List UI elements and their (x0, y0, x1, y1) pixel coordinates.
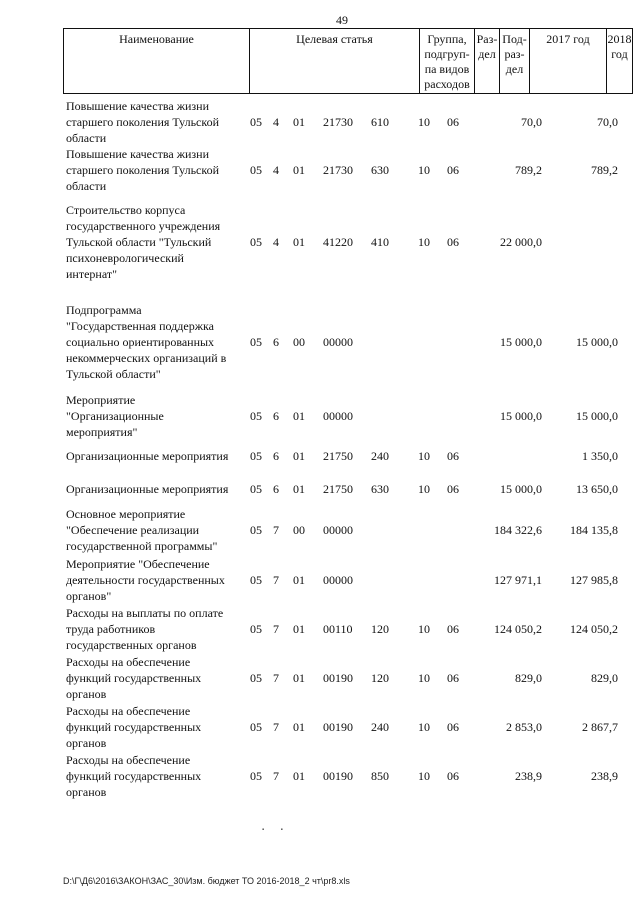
row-name-line: Тульской области "Тульский (66, 235, 212, 249)
target-program: 05 (250, 482, 262, 496)
section-code: 10 (418, 622, 430, 636)
target-program: 05 (250, 409, 262, 423)
target-event: 01 (293, 769, 305, 783)
row-name-line: Подпрограмма (66, 303, 142, 317)
subsection-code: 06 (447, 769, 459, 783)
header-2017: 2017 год (530, 29, 607, 93)
target-direction: 21730 (323, 163, 353, 177)
section-code: 10 (418, 115, 430, 129)
section-code: 10 (418, 449, 430, 463)
target-direction: 41220 (323, 235, 353, 249)
row-name-line: функций государственных (66, 671, 202, 685)
target-direction: 00190 (323, 720, 353, 734)
subsection-code: 06 (447, 449, 459, 463)
row-name-line: мероприятия" (66, 425, 138, 439)
header-group: Группа, подгруп- па видов расходов (420, 29, 475, 93)
amount-2017: 15 000,0 (500, 409, 542, 423)
amount-2018: 70,0 (597, 115, 618, 129)
target-direction: 21750 (323, 482, 353, 496)
target-event: 01 (293, 115, 305, 129)
row-name-line: Расходы на обеспечение (66, 655, 191, 669)
row-name (66, 481, 246, 497)
target-program: 05 (250, 720, 262, 734)
amount-2018: 127 985,8 (570, 573, 618, 587)
row-name-line: Строительство корпуса (66, 203, 186, 217)
amount-2018: 789,2 (591, 163, 618, 177)
subsection-code: 06 (447, 720, 459, 734)
row-name-line: органов (66, 687, 107, 701)
table-header (63, 28, 633, 94)
amount-2017: 238,9 (515, 769, 542, 783)
section-code: 10 (418, 235, 430, 249)
target-event: 00 (293, 523, 305, 537)
amount-2018: 238,9 (591, 769, 618, 783)
target-program: 05 (250, 235, 262, 249)
row-name-line: Повышение качества жизни (66, 147, 209, 161)
target-direction: 21750 (323, 449, 353, 463)
row-name (66, 703, 246, 751)
target-subprogram: 4 (273, 163, 279, 177)
row-name-line: Организационные мероприятия (66, 482, 229, 496)
section-code: 10 (418, 163, 430, 177)
target-event: 01 (293, 720, 305, 734)
header-2018: 2018 год (607, 32, 632, 61)
row-name (66, 98, 246, 146)
row-name-line: государственного учреждения (66, 219, 221, 233)
section-code: 10 (418, 482, 430, 496)
section-code: 10 (418, 720, 430, 734)
subsection-code: 06 (447, 115, 459, 129)
row-name-line: Основное мероприятие (66, 507, 186, 521)
subsection-code: 06 (447, 622, 459, 636)
row-name-line: области (66, 131, 107, 145)
section-code: 10 (418, 671, 430, 685)
target-direction: 00110 (323, 622, 353, 636)
expense-group: 630 (371, 482, 389, 496)
target-event: 01 (293, 573, 305, 587)
row-name-line: интернат" (66, 267, 117, 281)
row-name-line: психоневрологический (66, 251, 184, 265)
row-name-line: "Государственная поддержка (66, 319, 214, 333)
subsection-code: 06 (447, 482, 459, 496)
target-program: 05 (250, 115, 262, 129)
target-direction: 00000 (323, 335, 353, 349)
row-name-line: некоммерческих организаций в (66, 351, 227, 365)
amount-2018: 15 000,0 (576, 335, 618, 349)
header-section: Раз- дел (475, 29, 500, 93)
target-subprogram: 6 (273, 449, 279, 463)
row-name-line: Мероприятие (66, 393, 136, 407)
target-subprogram: 7 (273, 523, 279, 537)
amount-2018: 829,0 (591, 671, 618, 685)
amount-2017: 15 000,0 (500, 482, 542, 496)
amount-2018: 15 000,0 (576, 409, 618, 423)
target-event: 00 (293, 335, 305, 349)
target-program: 05 (250, 335, 262, 349)
target-direction: 00190 (323, 769, 353, 783)
target-program: 05 (250, 622, 262, 636)
row-name-line: Организационные мероприятия (66, 449, 229, 463)
amount-2018: 184 135,8 (570, 523, 618, 537)
target-event: 01 (293, 235, 305, 249)
expense-group: 410 (371, 235, 389, 249)
row-name-line: "Организационные (66, 409, 164, 423)
target-subprogram: 4 (273, 115, 279, 129)
row-name-line: Расходы на выплаты по оплате (66, 606, 224, 620)
expense-group: 630 (371, 163, 389, 177)
amount-2017: 789,2 (515, 163, 542, 177)
target-program: 05 (250, 671, 262, 685)
section-code: 10 (418, 769, 430, 783)
amount-2017: 184 322,6 (494, 523, 542, 537)
row-name (66, 605, 246, 653)
amount-2017: 829,0 (515, 671, 542, 685)
subsection-code: 06 (447, 671, 459, 685)
target-subprogram: 6 (273, 335, 279, 349)
target-event: 01 (293, 482, 305, 496)
row-name-line: Тульской области" (66, 367, 161, 381)
row-name-line: старшего поколения Тульской (66, 163, 220, 177)
row-name-line: области (66, 179, 107, 193)
amount-2017: 2 853,0 (506, 720, 542, 734)
target-event: 01 (293, 409, 305, 423)
amount-2017: 15 000,0 (500, 335, 542, 349)
target-direction: 00000 (323, 409, 353, 423)
target-event: 01 (293, 622, 305, 636)
amount-2017: 22 000,0 (500, 235, 542, 249)
row-name (66, 392, 246, 440)
expense-group: 120 (371, 671, 389, 685)
row-name (66, 302, 246, 382)
page-number: 49 (336, 13, 348, 27)
row-name-line: старшего поколения Тульской (66, 115, 220, 129)
target-direction: 21730 (323, 115, 353, 129)
header-subsection: Под- раз- дел (500, 29, 530, 93)
row-name-line: деятельности государственных (66, 573, 225, 587)
row-name-line: функций государственных (66, 769, 202, 783)
target-subprogram: 7 (273, 573, 279, 587)
target-direction: 00000 (323, 523, 353, 537)
amount-2017: 127 971,1 (494, 573, 542, 587)
amount-2018: 2 867,7 (582, 720, 618, 734)
amount-2018: 124 050,2 (570, 622, 618, 636)
target-subprogram: 7 (273, 720, 279, 734)
target-program: 05 (250, 523, 262, 537)
row-name-line: органов (66, 785, 107, 799)
target-subprogram: 4 (273, 235, 279, 249)
row-name-line: государственной программы" (66, 539, 218, 553)
header-name: Наименование (64, 29, 250, 93)
target-direction: 00190 (323, 671, 353, 685)
row-name (66, 506, 246, 554)
scan-specks: ▪ ▪ (262, 827, 283, 833)
target-subprogram: 6 (273, 409, 279, 423)
target-program: 05 (250, 163, 262, 177)
target-subprogram: 7 (273, 622, 279, 636)
header-target-article: Целевая статья (250, 29, 420, 93)
target-event: 01 (293, 671, 305, 685)
row-name (66, 752, 246, 800)
row-name-line: социально ориентированных (66, 335, 215, 349)
subsection-code: 06 (447, 235, 459, 249)
amount-2018: 1 350,0 (582, 449, 618, 463)
amount-2018: 13 650,0 (576, 482, 618, 496)
target-event: 01 (293, 449, 305, 463)
target-subprogram: 6 (273, 482, 279, 496)
row-name-line: функций государственных (66, 720, 202, 734)
row-name (66, 202, 246, 282)
row-name-line: "Обеспечение реализации (66, 523, 200, 537)
target-subprogram: 7 (273, 769, 279, 783)
expense-group: 120 (371, 622, 389, 636)
target-event: 01 (293, 163, 305, 177)
amount-2017: 124 050,2 (494, 622, 542, 636)
target-program: 05 (250, 449, 262, 463)
expense-group: 240 (371, 449, 389, 463)
expense-group: 850 (371, 769, 389, 783)
subsection-code: 06 (447, 163, 459, 177)
row-name (66, 654, 246, 702)
row-name (66, 146, 246, 194)
target-program: 05 (250, 769, 262, 783)
row-name-line: государственных органов (66, 638, 197, 652)
target-program: 05 (250, 573, 262, 587)
row-name-line: органов (66, 736, 107, 750)
row-name-line: Расходы на обеспечение (66, 704, 191, 718)
expense-group: 240 (371, 720, 389, 734)
row-name-line: органов" (66, 589, 112, 603)
row-name-line: Мероприятие "Обеспечение (66, 557, 210, 571)
target-subprogram: 7 (273, 671, 279, 685)
row-name-line: труда работников (66, 622, 156, 636)
row-name-line: Повышение качества жизни (66, 99, 209, 113)
row-name (66, 556, 246, 604)
expense-group: 610 (371, 115, 389, 129)
amount-2017: 70,0 (521, 115, 542, 129)
file-path-footer: D:\Г\Д6\2016\ЗАКОН\ЗАС_30\Изм. бюджет ТО 2016-2018_2 чт\pr8.xls (63, 876, 350, 886)
target-direction: 00000 (323, 573, 353, 587)
row-name-line: Расходы на обеспечение (66, 753, 191, 767)
row-name (66, 448, 246, 464)
